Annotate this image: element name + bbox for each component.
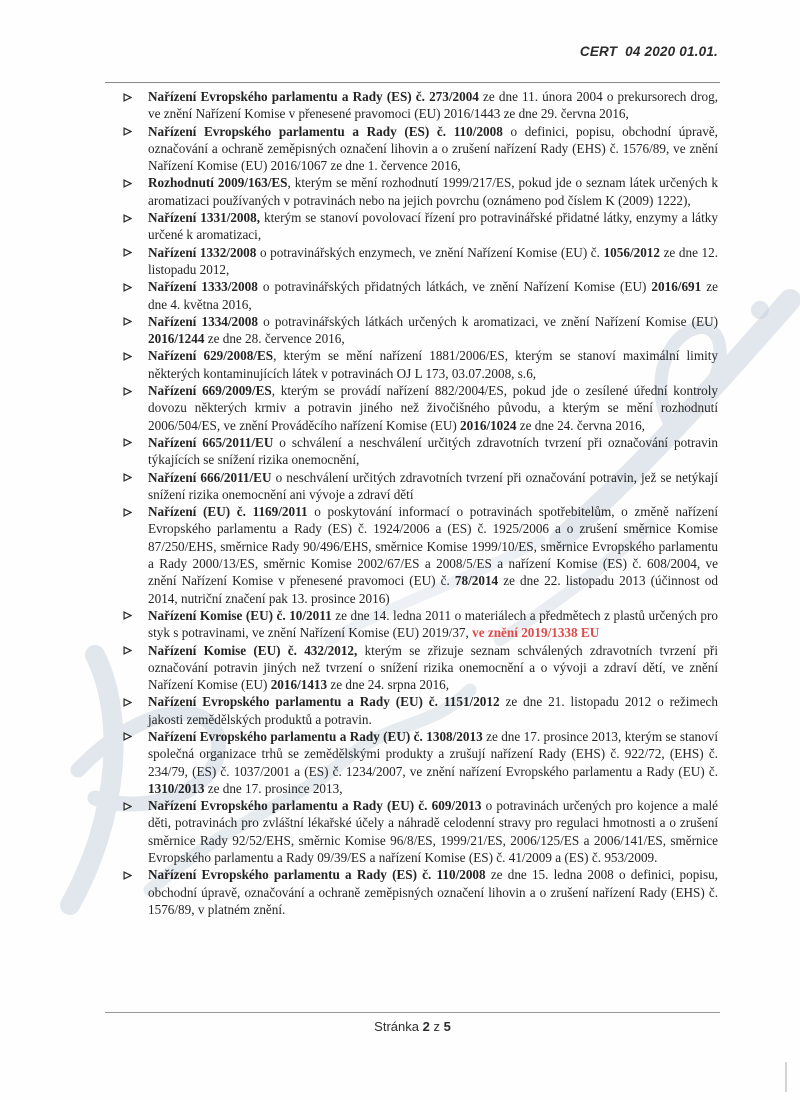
list-item-text: [148, 867, 718, 917]
regulation-title: Nařízení Evropského parlamentu a Rady (EU) č. 609/2013: [148, 798, 482, 814]
arrowhead-bullet-icon: [123, 317, 132, 326]
regulation-title: Nařízení 669/2009/ES: [148, 383, 272, 399]
footer-label: Stránka: [374, 1019, 419, 1034]
list-item: [122, 347, 718, 382]
list-item: [122, 123, 718, 175]
regulation-title: Nařízení 1331/2008,: [148, 210, 261, 226]
regulation-description: ze dne 17. prosince 2013,: [204, 780, 343, 796]
arrowhead-bullet-icon: [123, 871, 132, 880]
regulation-description: o schválení a neschválení určitých zdravotních tvrzení při označování potravin týkajících se snížení rizika onemocnění,: [148, 434, 718, 468]
list-item-text: [148, 435, 718, 467]
regulation-description: o potravinářských přidatných látkách, ve znění Nařízení Komise (EU): [257, 279, 652, 295]
arrowhead-bullet-icon: [123, 352, 132, 361]
list-item-text: [148, 608, 718, 640]
regulation-title: 2016/1244: [148, 331, 205, 347]
list-item: [122, 728, 718, 797]
arrowhead-bullet-icon: [123, 646, 132, 655]
list-item-text: [148, 314, 718, 346]
regulation-title: Nařízení Komise (EU) č. 10/2011: [148, 607, 332, 623]
arrowhead-bullet-icon: [123, 698, 132, 707]
footer-of-word: z: [433, 1019, 440, 1034]
regulation-description: ze dne 28. července 2016,: [204, 331, 345, 347]
list-item: [122, 607, 718, 642]
regulation-title: Nařízení (EU) č. 1169/2011: [148, 504, 308, 520]
regulation-description: , kterým se mění rozhodnutí 1999/217/ES, pokud jde o seznam látek určených k aromatizaci používaných v potravinách nebo na jejich povrchu (oznámeno pod číslem K (2009) 1222),: [148, 175, 719, 208]
regulation-description: ze dne 24. června 2016,: [516, 417, 645, 433]
regulation-title: Nařízení Komise (EU) č. 432/2012,: [148, 642, 358, 658]
list-item-text: [148, 729, 718, 796]
regulation-description: o potravinách určených pro kojence a malé děti, potravinách pro zvláštní lékařské účely a náhradě celodenní stravy pro regulaci hmotnosti a o zrušení směrnice Rady 92/52/EHS, směrnic Komise 96/8/ES, 1999/21/ES, 2006/125/ES a 2006/141/ES, směrnice Evropského parlamentu a Rady 09/39/ES a nařízení Komise (ES) č. 41/2009 a (ES) č. 953/2009.: [148, 798, 718, 866]
arrowhead-bullet-icon: [123, 611, 132, 620]
arrowhead-bullet-icon: [123, 179, 132, 188]
arrowhead-bullet-icon: [123, 248, 132, 257]
regulation-title: 1056/2012: [603, 244, 660, 260]
regulation-title: Nařízení 665/2011/EU: [148, 434, 274, 450]
footer-total-pages: 5: [443, 1019, 451, 1034]
regulation-title: 2016/1024: [460, 417, 517, 433]
regulation-title: Nařízení Evropského parlamentu a Rady (EU) č. 1151/2012: [148, 694, 500, 710]
regulation-title: Nařízení 1333/2008: [148, 279, 258, 295]
list-item-text: [148, 124, 718, 174]
list-item: [122, 866, 718, 918]
regulation-title: 78/2014: [454, 573, 499, 589]
list-item-text: [148, 245, 718, 277]
list-item: [122, 209, 718, 244]
list-item: [122, 797, 718, 866]
list-item: [122, 503, 718, 607]
regulation-description: , kterým se mění nařízení 1881/2006/ES, kterým se stanoví maximální limity některých kontaminujících látek v potravinách OJ L 173, 03.07.2008, s.6,: [148, 348, 718, 381]
regulation-title: Nařízení Evropského parlamentu a Rady (ES) č. 110/2008: [148, 867, 486, 883]
regulation-description: ze dne 21. listopadu 2012 o režimech jakosti zemědělských produktů a potravin.: [148, 694, 718, 727]
regulation-title: Rozhodnutí 2009/163/ES: [148, 175, 288, 191]
arrowhead-bullet-icon: [123, 214, 132, 223]
regulation-description: o potravinářských enzymech, ve znění Nařízení Komise (EU) č.: [256, 244, 604, 260]
list-item: [122, 244, 718, 279]
regulation-description: o poskytování informací o potravinách spotřebitelům, o změně nařízení Evropského parlamentu a Rady (ES) č. 1924/2006 a (ES) č. 1925/2006 a o zrušení směrnice Komise 87/250/EHS, směrnice Rady 90/496/EHS, směrnice Komise 1999/10/ES, směrnice Evropského parlamentu a Rady 2000/13/ES, směrnic Komise 2002/67/ES a 2008/5/ES a nařízení Komise (ES) č. 608/2004, ve znění Nařízení Komise v přenesené pravomoci (EU) č.: [148, 504, 718, 589]
list-item: [122, 88, 718, 123]
list-item-text: [148, 210, 718, 242]
regulation-description: o potravinářských látkách určených k aromatizaci, ve znění Nařízení Komise (EU): [257, 313, 718, 329]
list-item: [122, 278, 718, 313]
list-item-text: [148, 279, 718, 311]
arrowhead-bullet-icon: [123, 732, 132, 741]
regulation-description: ze dne 24. srpna 2016,: [327, 677, 450, 693]
regulation-list: [122, 88, 718, 918]
regulation-title: Nařízení Evropského parlamentu a Rady (ES) č. 273/2004: [148, 89, 479, 104]
arrowhead-bullet-icon: [123, 473, 132, 482]
arrowhead-bullet-icon: [123, 387, 132, 396]
arrowhead-bullet-icon: [123, 93, 132, 102]
footer-divider: [105, 1012, 720, 1013]
list-item-text: [148, 470, 718, 502]
list-item: [122, 469, 718, 504]
regulation-description: ze dne 12. listopadu 2012,: [148, 244, 719, 277]
document-code: CERT 04 2020 01.01.: [579, 44, 718, 59]
regulation-description: ze dne 14. ledna 2011 o materiálech a předmětech z plastů určených pro styk s potravinami, ve znění Nařízení Komise (EU) 2019/37,: [148, 607, 718, 641]
regulation-title: 2016/1413: [270, 677, 328, 693]
list-item-text: [148, 504, 718, 605]
red-amendment-note: ve znění 2019/1338 EU: [472, 625, 600, 641]
regulation-description: ze dne 22. listopadu 2013 (účinnost od 2014, nutriční značení pak 13. prosince 2016): [148, 573, 718, 606]
regulation-description: o neschválení určitých zdravotních tvrzení při označování potravin, jež se netýkají snížení rizika onemocnění ani vývoje a zdraví dětí: [148, 469, 719, 502]
regulation-title: Nařízení Evropského parlamentu a Rady (EU) č. 1308/2013: [148, 728, 483, 744]
list-item-text: [148, 383, 718, 433]
regulation-title: Nařízení 1332/2008: [148, 244, 257, 260]
arrowhead-bullet-icon: [123, 283, 132, 292]
regulation-description: kterým se stanoví povolovací řízení pro potravinářské přidatné látky, enzymy a látky určené k aromatizaci,: [148, 210, 718, 243]
footer-page-number: 2: [422, 1019, 430, 1034]
regulation-description: ze dne 4. května 2016,: [148, 279, 718, 312]
list-item-text: [148, 643, 718, 693]
list-item-text: [148, 175, 718, 207]
list-item: [122, 642, 718, 694]
regulation-description: ze dne 15. ledna 2008 o definici, popisu, obchodní úpravě, označování a ochraně zeměpisných označení lihovin a o zrušení nařízení Rady (EHS) č. 1576/89, v platném znění.: [148, 867, 718, 917]
arrowhead-bullet-icon: [123, 802, 132, 811]
regulation-title: 1310/2013: [148, 780, 205, 796]
regulation-title: Nařízení 1334/2008: [148, 313, 258, 329]
arrowhead-bullet-icon: [123, 508, 132, 517]
regulation-title: Nařízení 629/2008/ES: [148, 348, 274, 364]
scan-artifact-mark: [785, 1062, 787, 1092]
list-item: [122, 313, 718, 348]
regulation-description: , kterým se provádí nařízení 882/2004/ES, pokud jde o zesílené úřední kontroly dovozu některých krmiv a potravin jiného než živočišného původu, a kterým se mění rozhodnutí 2006/504/ES, ve znění Prováděcího nařízení Komise (EU): [148, 383, 718, 433]
list-item-text: [148, 694, 718, 726]
regulation-description: ze dne 17. prosince 2013, kterým se stanoví společná organizace trhů se zemědělskými produkty a zrušují nařízení Rady (EHS) č. 922/72, (EHS) č. 234/79, (ES) č. 1037/2001 a (ES) č. 1234/2007, ve znění nařízení Evropského parlamentu a Rady (EU) č.: [148, 728, 719, 779]
page-number-footer: [105, 1019, 720, 1034]
list-item-text: [148, 348, 718, 380]
list-item: [122, 434, 718, 469]
list-item: [122, 382, 718, 434]
list-item-text: [148, 89, 718, 121]
regulation-description: kterým se zřizuje seznam schválených zdravotních tvrzení při označování potravin jiných než tvrzení o snížení rizika onemocnění a o vývoji a zdraví dětí, ve znění Nařízení Komise (EU): [148, 642, 718, 693]
arrowhead-bullet-icon: [123, 438, 132, 447]
list-item: [122, 693, 718, 728]
regulation-description: o definici, popisu, obchodní úpravě, označování a ochraně zeměpisných označení lihovin a o zrušení nařízení Rady (EHS) č. 1576/89, ve znění Nařízení Komise (EU) 2016/1067 ze dne 1. července 2016,: [148, 123, 718, 174]
regulation-title: Nařízení Evropského parlamentu a Rady (ES) č. 110/2008: [148, 123, 503, 139]
header-divider: [105, 82, 720, 83]
list-item-text: [148, 798, 718, 865]
list-item: [122, 174, 718, 209]
regulation-title: Nařízení 666/2011/EU: [148, 469, 272, 485]
arrowhead-bullet-icon: [123, 127, 132, 136]
regulation-description: ze dne 11. února 2004 o prekursorech drog, ve znění Nařízení Komise v přenesené pravomoci (EU) 2016/1443 ze dne 29. června 2016,: [148, 89, 718, 122]
regulation-title: 2016/691: [651, 279, 702, 295]
